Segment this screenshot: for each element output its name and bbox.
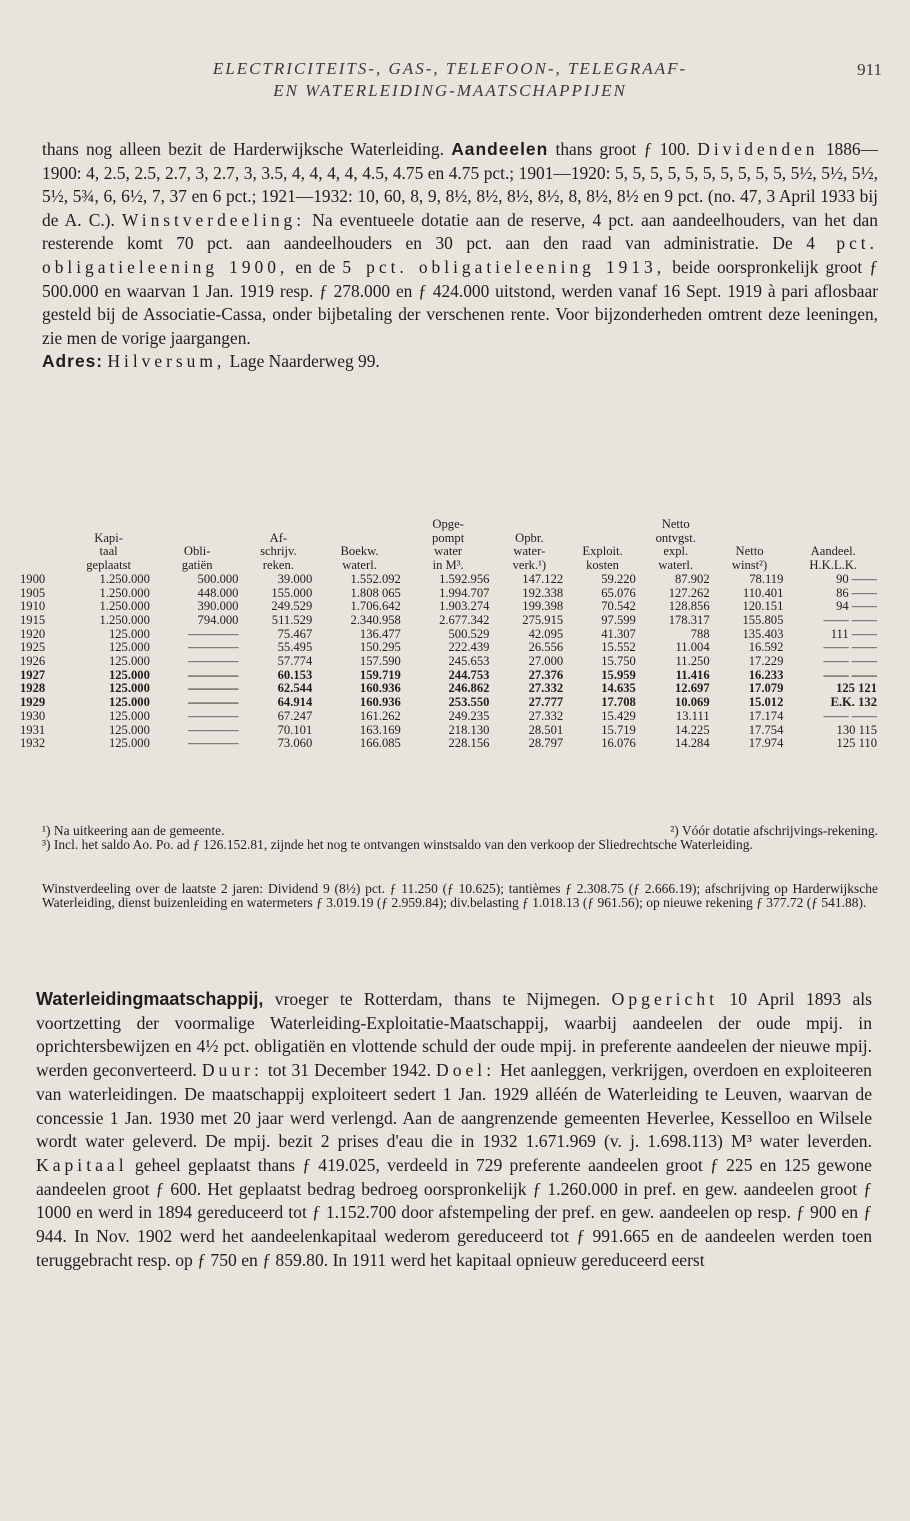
table-cell: 192.338 (522, 585, 564, 600)
table-cell: 70.542 (601, 599, 636, 614)
table-cell: ———— (188, 640, 239, 655)
table-cell: ———— (188, 667, 239, 682)
table-cell: ———— (188, 695, 239, 710)
section-waterleidingmaatschappij (36, 988, 872, 1272)
table-cell: 253.550 (448, 695, 490, 710)
table-cell: 14.635 (601, 681, 636, 696)
table-cell: 130 115 (836, 722, 877, 737)
table-cell: 70.101 (277, 722, 313, 737)
table-header-cell: waterl. (342, 558, 377, 573)
table-cell: —— —— (823, 640, 877, 655)
loan-mid-text: en de (295, 256, 336, 277)
table-header-cell: Exploit. (582, 544, 623, 559)
table-cell: 15.719 (601, 722, 636, 737)
table-cell: 1.250.000 (99, 612, 150, 627)
table-row (20, 600, 880, 614)
table-cell: 17.174 (748, 708, 784, 723)
table-cell: 500.529 (448, 626, 490, 641)
table-cell: 125 110 (836, 736, 877, 751)
table-cell: 27.332 (528, 708, 564, 723)
table-row (20, 614, 880, 628)
address-label: Adres: (42, 351, 104, 372)
table-cell: 62.544 (277, 681, 313, 696)
table-year-cell: 1930 (20, 708, 46, 723)
table-cell: 15.012 (748, 695, 784, 710)
table-row (20, 573, 880, 587)
table-cell: 27.000 (528, 654, 564, 669)
table-cell: 150.295 (359, 640, 401, 655)
dividends-label: Dividenden (697, 139, 819, 159)
table-year-cell: 1900 (20, 571, 46, 586)
table-cell: 390.000 (197, 599, 239, 614)
table-header-cell (315, 518, 404, 532)
table-cell: 26.556 (528, 640, 564, 655)
table-row (20, 737, 880, 751)
table-header-cell: schrijv. (260, 544, 297, 559)
table-cell: 275.915 (522, 612, 564, 627)
table-header-cell: water (434, 544, 463, 559)
table-header-cell: waterl. (658, 558, 694, 573)
table-cell: 125.000 (108, 667, 150, 682)
table-cell: 125.000 (108, 654, 150, 669)
shares-text: thans groot ƒ 100. (555, 139, 691, 159)
table-cell: ———— (188, 722, 239, 737)
table-header-cell: Obli- (183, 544, 211, 559)
table-cell: 125.000 (108, 681, 150, 696)
table-cell: 111 —— (830, 626, 877, 641)
table-cell: 511.529 (271, 612, 313, 627)
table-cell: 1.706.642 (350, 599, 401, 614)
table-cell: 788 (690, 626, 710, 641)
table-cell: 73.060 (277, 736, 313, 751)
table-cell: 125.000 (108, 640, 150, 655)
table-cell: 28.797 (528, 736, 564, 751)
table-header-cell (566, 532, 639, 546)
table-cell: 17.079 (748, 681, 784, 696)
table-row (20, 641, 880, 655)
profit-label: Winstverdeeling: (122, 209, 306, 230)
table-cell: 1.592.956 (439, 571, 490, 586)
table-cell: 16.592 (748, 640, 784, 655)
table-year-cell: 1926 (20, 654, 46, 669)
table-header-cell: reken. (262, 558, 294, 573)
table-cell: 135.403 (742, 626, 784, 641)
running-header (110, 58, 790, 102)
section2-paragraph (36, 988, 872, 1272)
address-street: Lage Naarderweg 99. (229, 351, 380, 372)
table-year-cell: 1931 (20, 722, 46, 737)
table-year-cell: 1915 (20, 612, 46, 627)
table-cell: —— —— (823, 654, 877, 669)
table-cell: 1.903.274 (439, 599, 490, 614)
address-city: Hilversum, (107, 351, 226, 372)
table-cell: 160.936 (359, 681, 401, 696)
table-cell: 16.076 (601, 736, 636, 751)
company-location: vroeger te Rotterdam, thans te Nijmegen. (274, 989, 601, 1009)
table-cell: 27.376 (528, 667, 564, 682)
profit-distribution (42, 882, 878, 910)
table-cell: 249.529 (271, 599, 313, 614)
table-cell: 125 121 (836, 681, 877, 696)
table-header-cell: Aandeel. (810, 544, 856, 559)
table-cell: 178.317 (668, 612, 710, 627)
table-header-cell: kosten (586, 558, 619, 573)
table-cell: 125.000 (108, 736, 150, 751)
intro-text: thans nog alleen bezit de Harderwijksche Waterleiding. (42, 139, 444, 159)
table-cell: 120.151 (742, 599, 784, 614)
table-cell: —— —— (823, 667, 877, 682)
footnote-row-1 (42, 824, 878, 838)
table-header-cell: winst²) (731, 558, 768, 573)
table-cell: 1.250.000 (99, 585, 150, 600)
table-cell: 110.401 (742, 585, 784, 600)
table-cell: 160.936 (359, 695, 401, 710)
running-title-line-2: EN WATERLEIDING-MAATSCHAPPIJEN (273, 81, 627, 100)
table-header-cell: Opbr. (515, 530, 544, 545)
table-header-cell: Netto (661, 517, 690, 531)
table-cell: 90 —— (836, 571, 877, 586)
table-header-row (20, 518, 880, 532)
financial-table-body (20, 573, 880, 751)
table-cell: 28.501 (528, 722, 564, 737)
table-cell: ———— (188, 654, 239, 669)
table-cell: 500.000 (197, 571, 239, 586)
table-cell: 218.130 (448, 722, 490, 737)
table-cell: 78.119 (749, 571, 784, 586)
table-cell: 17.754 (748, 722, 784, 737)
table-cell: E.K. 132 (830, 695, 877, 710)
table-cell: 1.250.000 (99, 599, 150, 614)
table-cell: 41.307 (601, 626, 636, 641)
table-header-cell: geplaatst (86, 558, 131, 573)
table-cell: 246.862 (448, 681, 490, 696)
table-cell: 67.247 (277, 708, 313, 723)
table-year-cell: 1929 (20, 695, 46, 710)
table-year-cell: 1910 (20, 599, 46, 614)
table-header-row (20, 559, 880, 573)
table-cell: 86 —— (836, 585, 877, 600)
loan-1913-label: 5 pct. obligatieleening 1913, (342, 256, 666, 277)
table-cell: 794.000 (197, 612, 239, 627)
purpose-text: Het aanleggen, verkrijgen, overdoen en exploiteeren van waterleidingen. De maatschappij exploiteert sedert 1 Jan. 1929 alléén de Waterleiding te Leuven, waarvan de concessie 1 Jan. 1930 met 20 jaar werd verlengd. Aan de aangrenzende gemeenten Heverlee, Kesselloo en Wilsele wordt water geleverd. De mpij. bezit 2 prises d'eau die in 1932 1.671.969 (v. j. 1.698.113) M³ water leverden. (36, 1060, 872, 1152)
table-header-cell: in M³. (432, 558, 464, 573)
loan-text: beide oorspronkelijk groot ƒ 500.000 en waarvan 1 Jan. 1919 resp. ƒ 278.000 en ƒ 424.000 uitstond, werden vanaf 16 Sept. 1919 à pari aflosbaar gesteld bij de Associatie-Cassa, onder bijbetaling der verschenen rente. Voor bijzonderheden omtrent deze leeningen, zie men de vorige jaargangen. (42, 256, 878, 348)
table-cell: 157.590 (359, 654, 401, 669)
table-header-cell: gatiën (181, 558, 213, 573)
table-cell: 17.229 (748, 654, 784, 669)
table-row (20, 696, 880, 710)
table-cell: ———— (188, 736, 239, 751)
table-row (20, 724, 880, 738)
table-cell: 59.220 (601, 571, 636, 586)
table-header-cell: taal (99, 544, 118, 559)
table-header-cell (786, 532, 880, 546)
table-header-cell: ontvgst. (655, 530, 696, 545)
shares-label: Aandeelen (451, 139, 549, 159)
table-cell: 228.156 (448, 736, 490, 751)
capital-text: geheel geplaatst thans ƒ 419.025, verdeeld in 729 preferente aandeelen groot ƒ 225 en 125 gewone aandeelen groot ƒ 600. Het geplaatst bedrag bedroeg oorspronkelijk ƒ 1.260.000 in pref. en gew. aandeelen groot ƒ 1000 en werd in 1894 gereduceerd tot ƒ 1.152.700 door afstempeling der pref. en gew. aandeelen op resp. ƒ 900 en ƒ 944. In Nov. 1902 werd het aandeelenkapitaal wederom gereduceerd tot ƒ 991.665 en de aandeelen werden toen teruggebracht resp. op ƒ 750 en ƒ 859.80. In 1911 werd het kapitaal opnieuw gereduceerd eerst (36, 1154, 872, 1270)
table-cell: 11.250 (675, 654, 710, 669)
table-header-cell (786, 518, 880, 532)
table-cell: 1.808 065 (350, 585, 401, 600)
table-cell: 2.340.958 (350, 612, 401, 627)
duration-text: tot 31 December 1942. (267, 1060, 431, 1081)
table-row (20, 587, 880, 601)
table-cell: 2.677.342 (439, 612, 490, 627)
table-header-cell (713, 532, 787, 546)
table-cell: 15.552 (601, 640, 636, 655)
table-cell: 136.477 (359, 626, 401, 641)
table-header-cell (153, 532, 242, 546)
table-year-cell: 1928 (20, 681, 46, 696)
table-header-cell: Af- (269, 530, 288, 545)
table-year-cell: 1927 (20, 667, 46, 682)
table-header-row (20, 545, 880, 559)
table-cell: 125.000 (108, 626, 150, 641)
table-cell: 14.284 (674, 736, 710, 751)
table-cell: 222.439 (448, 640, 490, 655)
financial-table (20, 518, 880, 751)
table-cell: 147.122 (522, 571, 564, 586)
table-row (20, 669, 880, 683)
table-header-cell: Kapi- (94, 530, 123, 545)
table-cell: 55.495 (277, 640, 313, 655)
table-header-cell (20, 545, 64, 559)
table-cell: 42.095 (528, 626, 564, 641)
table-cell: 1.552.092 (350, 571, 401, 586)
duration-label: Duur: (201, 1060, 263, 1081)
table-header-cell: Boekw. (340, 544, 379, 559)
table-header-cell: pompt (432, 530, 465, 545)
address-line (42, 350, 878, 374)
table-year-cell: 1905 (20, 585, 46, 600)
table-cell: 39.000 (277, 571, 313, 586)
dividends-text: 1886—1900: 4, 2.5, 2.5, 2.7, 3, 2.7, 3, 3.5, 4, 4, 4, 4, 4.5, 4.75 en 4.75 pct.; 1901—1920: 5, 5, 5, 5, 5, 5, 5, 5, 5, 5, 5½, 5½, 5½, 5½, 5¾, 6, 6½, 7, 37 en 6 pct.; 1921—1932: 10, 60, 8, 9, 8½, 8½, 8½, 8½, 8, 8½, 8½ en 9 pct. (no. 47, 3 April 1933 bij de A. C.). (42, 139, 878, 230)
footnotes (42, 824, 878, 852)
table-cell: 159.719 (359, 667, 401, 682)
table-year-cell: 1932 (20, 736, 46, 751)
table-cell: 17.974 (748, 736, 784, 751)
table-cell: 244.753 (448, 667, 490, 682)
table-cell: 97.599 (601, 612, 636, 627)
founded-label: Opgericht (611, 989, 719, 1009)
profit-text: Na eventueele dotatie aan de reserve, 4 pct. aan aandeelhouders, van het dan resterende komt 70 pct. aan aandeelhouders en 30 pct. aan den raad van administratie. De (42, 209, 878, 254)
table-cell: 10.069 (674, 695, 710, 710)
table-cell: 166.085 (359, 736, 401, 751)
table-header-cell (20, 559, 64, 573)
table-header-cell: verk.¹) (512, 558, 547, 573)
table-cell: 125.000 (108, 695, 150, 710)
table-cell: 125.000 (108, 722, 150, 737)
table-cell: 128.856 (668, 599, 710, 614)
table-row (20, 628, 880, 642)
table-year-cell: 1925 (20, 640, 46, 655)
table-cell: 125.000 (108, 708, 150, 723)
table-year-cell: 1920 (20, 626, 46, 641)
table-cell: 1.250.000 (99, 571, 150, 586)
footnote-2: ²) Vóór dotatie afschrijvings-rekening. (670, 823, 878, 838)
table-cell: 155.000 (271, 585, 313, 600)
table-cell: 245.653 (448, 654, 490, 669)
table-header-cell: Opge- (432, 517, 464, 531)
capital-label: Kapitaal (36, 1154, 128, 1175)
page-number: 911 (857, 60, 882, 79)
table-cell: 17.708 (601, 695, 636, 710)
table-cell: 94 —— (836, 599, 877, 614)
profit-distribution-text: Winstverdeeling over de laatste 2 jaren: Dividend 9 (8½) pct. ƒ 11.250 (ƒ 10.625); tantièmes ƒ 2.308.75 (ƒ 2.666.19); afschrijving op Harderwijksche Waterleiding, dienst buizenleiding en watermeters ƒ 3.019.19 (ƒ 2.959.84); div.belasting ƒ 1.018.13 (ƒ 961.56); op nieuwe rekening ƒ 377.72 (ƒ 541.88). (42, 881, 878, 911)
table-header-cell (20, 518, 64, 532)
table-header-cell (20, 532, 64, 546)
table-cell: 57.774 (277, 654, 313, 669)
table-header-cell: water- (513, 544, 546, 559)
table-cell: 15.959 (601, 667, 636, 682)
section-previous-company (42, 138, 878, 374)
table-cell: 127.262 (668, 585, 710, 600)
table-header-cell (713, 518, 787, 532)
table-cell: 448.000 (197, 585, 239, 600)
table-header-cell (153, 518, 242, 532)
table-cell: ———— (188, 626, 239, 641)
table-cell: 27.332 (528, 681, 564, 696)
table-cell: 87.902 (674, 571, 710, 586)
table-cell: ———— (188, 708, 239, 723)
financial-table-header (20, 518, 880, 573)
table-cell: 11.004 (675, 640, 710, 655)
table-header-cell: expl. (663, 544, 689, 559)
table-header-cell (241, 518, 315, 532)
table-row (20, 710, 880, 724)
footnote-3: ³) Incl. het saldo Ao. Po. ad ƒ 126.152.81, zijnde het nog te ontvangen winstsaldo van den verkoop der Sliedrechtsche Waterleiding. (42, 837, 753, 853)
table-header-cell (64, 518, 153, 532)
table-cell: 161.262 (359, 708, 401, 723)
table-cell: 14.225 (674, 722, 710, 737)
table-cell: 65.076 (601, 585, 636, 600)
company-name: Waterleidingmaatschappij, (36, 989, 264, 1009)
footnote-1: ¹) Na uitkeering aan de gemeente. (42, 823, 225, 838)
table-cell: 13.111 (675, 708, 710, 723)
table-cell: 155.805 (742, 612, 784, 627)
table-cell: 1.994.707 (439, 585, 490, 600)
table-cell: 75.467 (277, 626, 313, 641)
table-cell: 11.416 (675, 667, 710, 682)
founded-text: 10 April 1893 als voortzetting der voormalige Waterleiding-Exploitatie-Maatschappij, waarbij aandeelen der oude mpij. in oprichtersbewijzen en 4½ pct. obligatiën en vlottende schuld der oude mpij. in preferente aandeelen der nieuwe mpij. werden geconverteerd. (36, 989, 872, 1081)
table-row (20, 655, 880, 669)
table-header-cell: H.K.L.K. (809, 558, 857, 573)
table-cell: 163.169 (359, 722, 401, 737)
table-cell: 15.750 (601, 654, 636, 669)
table-cell: —— —— (823, 612, 877, 627)
running-title-line-1: ELECTRICITEITS-, GAS-, TELEFOON-, TELEGRAAF- (212, 59, 688, 78)
table-cell: —— —— (823, 708, 877, 723)
purpose-label: Doel: (436, 1060, 496, 1081)
table-cell: 199.398 (522, 599, 564, 614)
section1-paragraph (42, 138, 878, 350)
table-cell: 15.429 (601, 708, 636, 723)
table-header-cell (492, 518, 566, 532)
table-cell: 60.153 (277, 667, 313, 682)
table-header-cell: Netto (735, 544, 764, 559)
table-cell: 12.697 (674, 681, 710, 696)
table-row (20, 682, 880, 696)
table-cell: 16.233 (748, 667, 784, 682)
loan-1900-label: 4 pct. obligatieleening 1900, (42, 233, 878, 277)
table-cell: 249.235 (448, 708, 490, 723)
table-header-cell (566, 518, 639, 532)
table-header-row (20, 532, 880, 546)
table-cell: ———— (188, 681, 239, 696)
table-cell: 27.777 (528, 695, 564, 710)
table-header-cell (315, 532, 404, 546)
table-cell: 64.914 (277, 695, 313, 710)
